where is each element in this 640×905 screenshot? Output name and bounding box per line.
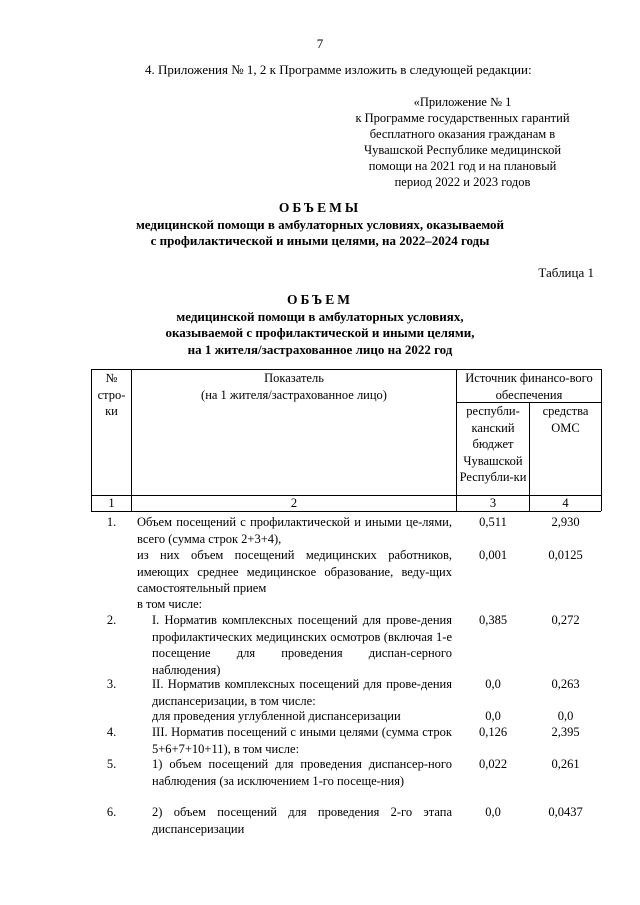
header-republic-budget: республи-канский бюджет Чувашской Республи-ки: [459, 404, 527, 484]
row-number: 4.: [106, 725, 117, 739]
main-title: [0, 200, 640, 250]
header-indicator: [132, 370, 456, 403]
row-budget-value: 0,126: [478, 725, 508, 739]
row-indicator: в том числе:: [137, 597, 203, 611]
header-indicator-note: (на 1 жителя/застрахованное лицо): [201, 387, 387, 402]
row-indicator: III. Норматив посещений с иными целями (сумма строк 5+6+7+10+11), в том числе:: [152, 725, 452, 756]
row-indicator: 1) объем посещений для проведения диспансер-ного наблюдения (за исключением 1-го посеще-ния): [152, 757, 452, 788]
column-number: 1: [108, 496, 115, 510]
table-label: Таблица 1: [538, 265, 594, 280]
row-oms-value: 2,395: [551, 725, 580, 739]
main-title-line: медицинской помощи в амбулаторных условиях, оказываемой: [135, 216, 505, 232]
appendix-line: помощи на 2021 год и на плановый: [368, 159, 557, 173]
row-budget-value: 0,0: [485, 805, 501, 819]
row-indicator: 2) объем посещений для проведения 2-го этапа диспансеризации: [152, 805, 452, 836]
appendix-line: период 2022 и 2023 годов: [394, 175, 531, 189]
table-title-line: на 1 жителя/застрахованное лицо на 2022 год: [187, 341, 453, 357]
row-oms-value: 0,263: [551, 677, 580, 691]
row-budget-value: 0,022: [478, 757, 508, 771]
row-oms-value: 0,261: [551, 757, 580, 771]
row-budget-value: 0,511: [479, 515, 507, 529]
appendix-header: [340, 94, 585, 190]
table-title-line: оказываемой с профилактической и иными целями,: [165, 325, 475, 340]
row-budget-value: 0,0: [485, 709, 501, 723]
row-budget-value: 0,0: [485, 677, 501, 691]
intro-text: 4. Приложения № 1, 2 к Программе изложить в следующей редакции:: [145, 62, 532, 77]
main-title-heading: ОБЪЕМЫ: [278, 200, 362, 215]
row-number: 6.: [106, 805, 117, 819]
appendix-line: бесплатного оказания гражданам в: [369, 127, 556, 141]
column-number: 2: [290, 496, 298, 510]
row-oms-value: 0,0125: [548, 548, 583, 562]
appendix-line: «Приложение № 1: [413, 95, 512, 109]
row-indicator: Объем посещений с профилактической и иными це-лями, всего (сумма строк 2+3+4),: [137, 515, 452, 546]
row-budget-value: 0,001: [478, 548, 508, 562]
table-title: [0, 292, 640, 358]
table-title-heading: ОБЪЕМ: [287, 292, 353, 307]
row-indicator: II. Норматив комплексных посещений для прове-дения диспансеризации, в том числе:: [152, 677, 452, 708]
table-title-line: медицинской помощи в амбулаторных условиях,: [176, 308, 464, 324]
column-number: 3: [489, 496, 497, 510]
row-number: 3.: [106, 677, 117, 691]
appendix-line: к Программе государственных гарантий: [355, 111, 570, 125]
row-budget-value: 0,385: [478, 613, 508, 627]
header-oms: средства ОМС: [542, 404, 589, 435]
row-oms-value: 0,0: [557, 709, 574, 723]
appendix-line: Чувашской Республике медицинской: [363, 143, 562, 157]
main-title-line: с профилактической и иными целями, на 2022–2024 годы: [150, 233, 490, 248]
column-number: 4: [562, 496, 569, 510]
page-number: 7: [316, 36, 324, 51]
row-indicator: из них объем посещений медицинских работников, имеющих среднее медицинское образование, веду-щих самостоятельный прием: [137, 548, 452, 595]
header-row-no: № стро-ки: [97, 371, 126, 418]
row-indicator: для проведения углубленной диспансеризации: [152, 709, 401, 723]
row-indicator: I. Норматив комплексных посещений для прове-дения профилактических медицинских осмотров (включая 1-е посещение для проведения диспан-серного наблюдения): [152, 613, 452, 677]
row-number: 5.: [106, 757, 117, 771]
row-oms-value: 0,0437: [548, 805, 583, 819]
row-number: 1.: [106, 515, 117, 529]
header-source-group: Источник финансо-вого обеспечения: [465, 371, 593, 402]
header-indicator-title: Показатель: [264, 371, 324, 385]
row-oms-value: 2,930: [551, 515, 580, 529]
table-right-border: [601, 369, 602, 511]
row-number: 2.: [106, 613, 117, 627]
row-oms-value: 0,272: [551, 613, 580, 627]
